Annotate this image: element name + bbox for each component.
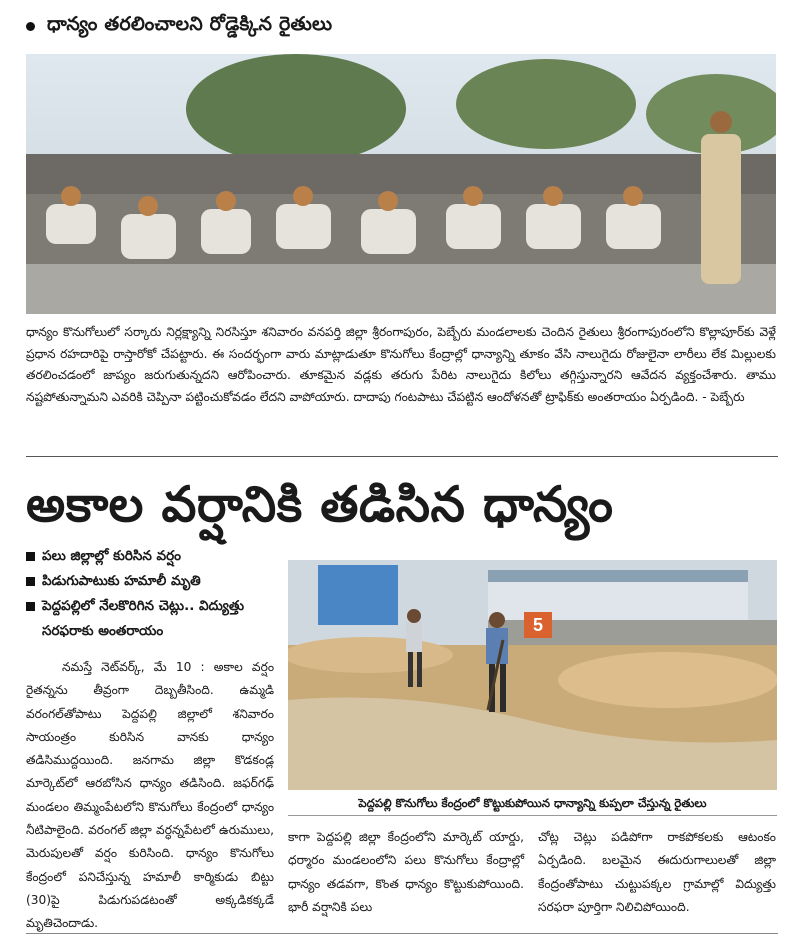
story2-headline: అకాల వర్షానికి తడిసిన ధాన్యం: [26, 476, 614, 533]
subhead-item: [26, 594, 276, 644]
bullet-icon: [26, 22, 35, 31]
story1-headline: ధాన్యం తరలించాలని రోడ్డెక్కిన రైతులు: [47, 13, 333, 35]
wet-grain-photo-illustration: [288, 560, 777, 790]
story2-column-1: నమస్తే నెట్‌వర్క్, మే 10 : అకాల వర్షం రైతన్నను తీవ్రంగా దెబ్బతీసింది. ఉమ్మడి వరంగల్‌తోపాటు పెద్దపల్లి జిల్లాలో శనివారం సాయంత్రం కురిసిన వానకు ధాన్యం తడిసిముద్దయింది. జనగామ జిల్లా కొడకండ్ల మార్కెట్‌లో ఆరబోసిన ధాన్యం తడిసింది. జఫర్‌గఢ్ మండలం తిమ్మంపేటలోని కొనుగోలు కేంద్రంలో ధాన్యం నీటిపాలైంది. వరంగల్ జిల్లా వర్ధన్నపేటలో ఉరుములు, మెరుపులతో వర్షం కురిసింది. ధాన్యం కొనుగోలు కేంద్రంలో పనిచేస్తున్న హమాలీ కార్మికుడు బిట్టు (30)పై పిడుగుపడటంతో అక్కడికక్కడే మృతిచెందాడు.: [26, 660, 274, 931]
story2-photo-caption: పెద్దపల్లి కొనుగోలు కేంద్రంలో కొట్టుకుపోయిన ధాన్యాన్ని కుప్పలా చేస్తున్న రైతులు: [358, 796, 707, 810]
story2-subheads: [26, 544, 276, 644]
square-bullet-icon: [26, 577, 35, 586]
story2-column-2: కాగా పెద్దపల్లి జిల్లా కేంద్రంలోని మార్కెట్ యార్డు, ధర్మారం మండలంలోని పలు కొనుగోలు కేంద్రాల్లో ధాన్యం తడవగా, కొంత ధాన్యం కొట్టుకుపోయింది. భారీ వర్షానికి పలు: [288, 830, 524, 914]
story2-column-3: చోట్ల చెట్లు పడిపోగా రాకపోకలకు ఆటంకం ఏర్పడింది. బలమైన ఈదురుగాలులతో జిల్లా కేంద్రంతోపాటు చుట్టుపక్కల గ్రామాల్లో విద్యుత్తు సరఫరా పూర్తిగా నిలిచిపోయింది.: [538, 830, 776, 914]
divider: [26, 456, 778, 457]
square-bullet-icon: [26, 552, 35, 561]
story1-caption: ధాన్యం కొనుగోలులో సర్కారు నిర్లక్ష్యాన్ని నిరసిస్తూ శనివారం వనపర్తి జిల్లా శ్రీరంగాపురం, పెబ్బేరు మండలాలకు చెందిన రైతులు శ్రీరంగాపురంలోని కొల్లాపూర్‌కు వెళ్లే ప్రధాన రహదారిపై రాస్తారోకో చేపట్టారు. ఈ సందర్భంగా వారు మాట్లాడుతూ కొనుగోలు కేంద్రాల్లో ధాన్యాన్ని తూకం వేసి నాలుగైదు రోజులైనా లారీలు లేక మిల్లులకు తరలించడంలో జాప్యం జరుగుతున్నదని ఆరోపించారు. తూకమైన వడ్లకు తరుగు పేరిట నాలుగైదు కిలోలు తగ్గిస్తున్నారని ఆవేదన వ్యక్తంచేశారు. తాము నష్టపోతున్నామని ఎవరికి చెప్పినా పట్టించుకోవడం లేదని వాపోయారు. దాదాపు గంటపాటు చేపట్టిన ఆందోళనతో ట్రాఫిక్‌కు అంతరాయం ఏర్పడింది. - పెబ్బేరు: [26, 325, 776, 404]
story1-header: [26, 13, 332, 40]
photo-sign-number: 5: [532, 615, 544, 635]
bottom-rule: [26, 933, 778, 934]
subhead-item: [26, 569, 276, 594]
subhead-text: పిడుగుపాటుకు హమాలీ మృతి: [42, 573, 201, 589]
protest-photo-illustration: [26, 54, 776, 314]
subhead-text: పెద్దపల్లిలో నేలకొరిగిన చెట్లు.. విద్యుత్తు సరఫరాకు అంతరాయం: [42, 598, 245, 639]
subhead-item: [26, 544, 276, 569]
wet-grain-photo: [288, 560, 777, 790]
square-bullet-icon: [26, 602, 35, 611]
protest-photo: [26, 54, 776, 314]
caption-divider: [288, 815, 777, 816]
subhead-text: పలు జిల్లాల్లో కురిసిన వర్షం: [42, 548, 181, 564]
